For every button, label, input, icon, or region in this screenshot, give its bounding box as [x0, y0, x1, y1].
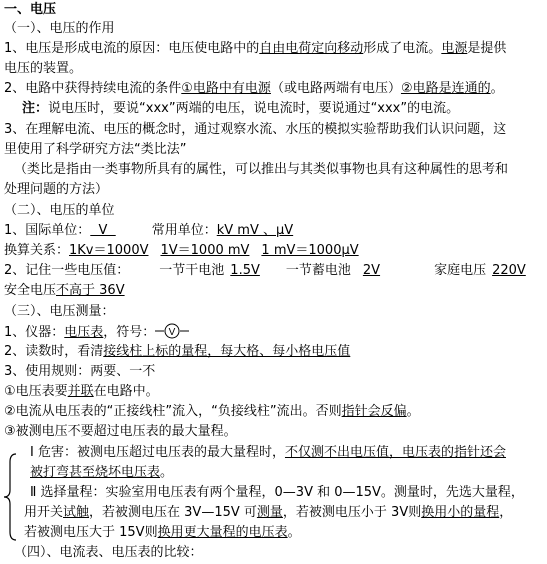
text: 2、电路中获得持续电流的条件	[4, 81, 182, 96]
text: ，	[499, 505, 513, 520]
underlined-text: 不仅测不出电压值，电压表的指针还会	[284, 445, 506, 460]
text: 2、记住一些电压值：	[4, 263, 130, 278]
note-label: 注：	[22, 101, 49, 116]
line-22	[24, 504, 512, 522]
line-23	[24, 524, 301, 542]
line-13	[4, 323, 189, 345]
line-16	[4, 383, 159, 401]
underlined-text: 1Kv＝1000V	[69, 243, 149, 258]
underlined-text: 自由电荷定向移动	[259, 41, 364, 56]
line-14	[4, 343, 350, 361]
line-9	[4, 222, 293, 240]
underlined-text: 电压表	[64, 325, 104, 340]
underlined-text: 指针会反偏	[341, 404, 407, 419]
text: 若被测电压大于 15V则	[24, 525, 158, 540]
underlined-text: 接线柱上标的量程，每大格、每小格电压值	[103, 344, 351, 359]
line-1	[4, 40, 506, 58]
underlined-text: 电源	[441, 41, 468, 56]
text: 常用单位：	[151, 223, 217, 238]
text: 是提供	[467, 41, 507, 56]
line-7: （类比是指由一类事物所具有的属性，可以推出与其类似事物也具有这种属性的思考和	[14, 162, 509, 177]
line-20	[30, 464, 173, 482]
underlined-text: 1 mV＝1000μV	[261, 243, 359, 258]
underlined-text: kV mV 、μV	[216, 223, 294, 238]
text: 1、仪器：	[4, 325, 65, 340]
line-10	[4, 242, 359, 260]
line-11	[4, 262, 526, 280]
voltmeter-symbol-icon	[155, 323, 189, 345]
underlined-text: 2V	[362, 263, 381, 278]
text: 。	[287, 525, 301, 540]
section-3-heading: （三）、电压测量：	[4, 304, 115, 319]
text: 一节蓄电池	[285, 263, 351, 278]
text: 1、国际单位：	[4, 223, 91, 238]
underlined-text: 并联	[67, 384, 94, 399]
text: 在电路中。	[93, 384, 159, 399]
line-2: 电压的装置。	[4, 61, 83, 76]
section-2-heading: （二）、电压的单位	[4, 203, 115, 218]
section-1-heading: （一）、电压的作用	[4, 21, 115, 36]
line-17	[4, 403, 420, 421]
text: 家庭电压	[434, 263, 487, 278]
text: 用开关	[24, 505, 64, 520]
text: Ⅰ 危害：被测电压超过电压表的最大量程时，	[30, 445, 285, 460]
underlined-text: 测量	[256, 505, 283, 520]
underlined-text: ②电路是连通的	[400, 81, 491, 96]
text: 安全电压	[4, 283, 57, 298]
curly-brace-icon	[2, 452, 22, 546]
underlined-text: 换用小的量程	[421, 505, 500, 520]
text: 1、电压是形成电流的原因：电压使电路中的	[4, 41, 260, 56]
underlined-text: 1V＝1000 mV	[160, 243, 250, 258]
underlined-text: 不高于 36V	[56, 283, 125, 298]
voltmeter-symbol-letter: V	[168, 327, 176, 338]
text: （或电路两端有电压）	[270, 81, 401, 96]
line-18: ③被测电压不要超过电压表的最大量程。	[4, 424, 237, 439]
text: 形成了电流。	[363, 41, 442, 56]
underlined-text: ①电路中有电源	[181, 81, 271, 96]
underlined-text: 试触	[63, 505, 90, 520]
line-5: 3、在理解电流、电压的概念时，通过观察水流、水压的模拟实验帮助我们认识问题，这	[4, 122, 507, 137]
line-3	[4, 80, 504, 98]
underlined-text: 被打弯甚至烧坏电压表	[30, 465, 161, 480]
underlined-text: 换用更大量程的电压表	[157, 525, 288, 540]
line-15: 3、使用规则：两要、一不	[4, 364, 156, 379]
underlined-text: V	[90, 223, 116, 238]
text: ，若被测电压在 3V—15V 可	[89, 505, 257, 520]
line-21: Ⅱ 选择量程：实验室用电压表有两个量程，0—3V 和 0—15V。测量时，先选大量程，	[30, 485, 524, 500]
underlined-text: 220V	[492, 263, 526, 278]
line-8: 处理问题的方法）	[4, 182, 109, 197]
section-4-heading: （四）、电流表、电压表的比较：	[14, 545, 203, 560]
line-19	[30, 444, 506, 462]
text: 2、读数时，看清	[4, 344, 104, 359]
text: ，符号：	[103, 325, 156, 340]
text: 。	[490, 81, 504, 96]
text: 。	[160, 465, 174, 480]
underlined-text: 1.5V	[230, 263, 260, 278]
page-title: 一、电压	[4, 2, 57, 17]
text: ②电流从电压表的“正接线柱”流入，“负接线柱”流出。否则	[4, 404, 342, 419]
text: 。	[406, 404, 420, 419]
text: 一节干电池	[159, 263, 225, 278]
line-4-note	[22, 100, 459, 118]
text: ，若被测电压小于 3V则	[282, 505, 422, 520]
text: 说电压时，要说“xxx”两端的电压，说电流时，要说通过“xxx”的电流。	[48, 101, 460, 116]
line-6: 里使用了科学研究方法“类比法”	[4, 142, 187, 157]
text: 换算关系：	[4, 243, 70, 258]
line-12	[4, 282, 125, 300]
text: ①电压表要	[4, 384, 68, 399]
